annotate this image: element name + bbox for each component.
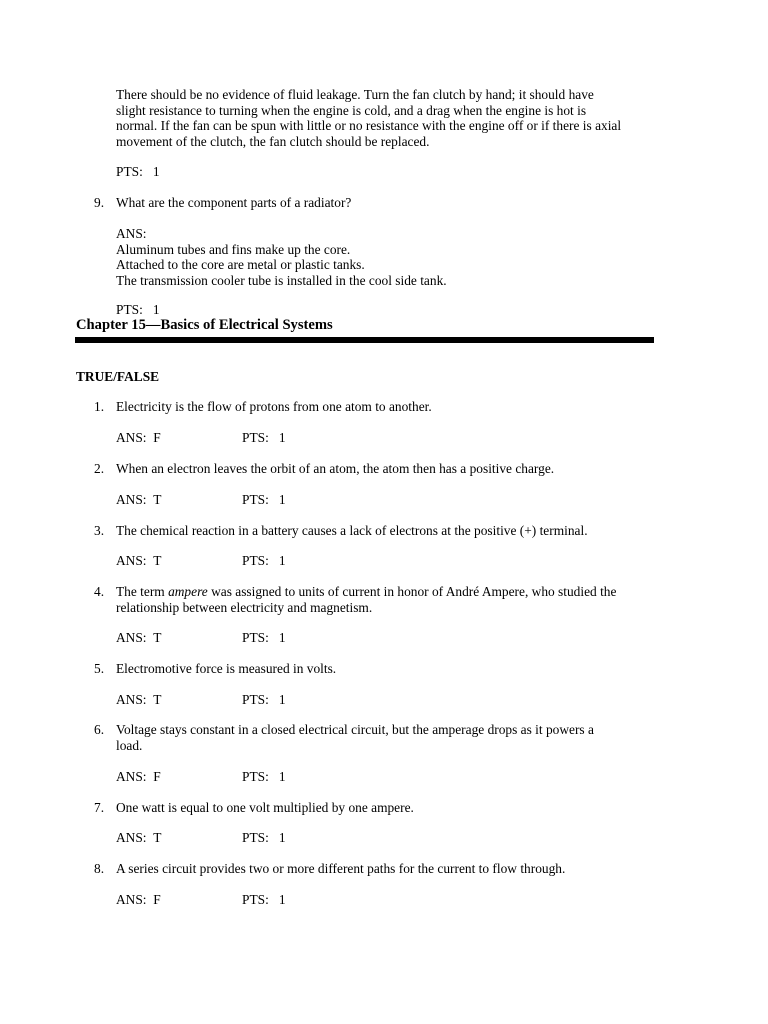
answer-value: ANS: T bbox=[116, 692, 162, 707]
answer-value: ANS: F bbox=[116, 430, 161, 445]
question-number: 8. bbox=[94, 861, 105, 876]
answer-row bbox=[116, 492, 286, 508]
chapter-divider bbox=[75, 337, 654, 343]
points-line: PTS: 1 bbox=[116, 164, 160, 179]
question-line bbox=[116, 584, 676, 600]
paragraph-line: There should be no evidence of fluid leakage. Turn the fan clutch by hand; it should have bbox=[116, 87, 594, 102]
points-value: PTS: 1 bbox=[242, 430, 286, 445]
question-text: One watt is equal to one volt multiplied by one ampere. bbox=[116, 800, 414, 815]
answer-row bbox=[116, 630, 286, 646]
answer-value: ANS: T bbox=[116, 830, 162, 845]
answer-row bbox=[116, 553, 286, 569]
points-value: PTS: 1 bbox=[242, 892, 286, 907]
chapter-title: Chapter 15—Basics of Electrical Systems bbox=[76, 317, 333, 333]
points-value: PTS: 1 bbox=[242, 769, 286, 784]
answer-line: Attached to the core are metal or plastic tanks. bbox=[116, 257, 365, 272]
points-value: PTS: 1 bbox=[242, 492, 286, 507]
answer-value: ANS: F bbox=[116, 769, 161, 784]
question-number: 2. bbox=[94, 461, 105, 476]
question-number: 1. bbox=[94, 399, 105, 414]
question-text bbox=[116, 584, 676, 615]
answer-label: ANS: bbox=[116, 226, 147, 241]
question-text: A series circuit provides two or more different paths for the current to flow through. bbox=[116, 861, 566, 876]
answer-value: ANS: T bbox=[116, 492, 162, 507]
question-line: load. bbox=[116, 737, 143, 753]
answer-value: ANS: T bbox=[116, 630, 162, 645]
answer-line: Aluminum tubes and fins make up the core. bbox=[116, 241, 351, 257]
paragraph-line: movement of the clutch, the fan clutch should be replaced. bbox=[116, 133, 430, 149]
previous-answer-paragraph bbox=[116, 87, 676, 149]
question-number: 5. bbox=[94, 661, 105, 676]
question-line-end: was assigned to units of current in honor of André Ampere, who studied the bbox=[207, 584, 617, 599]
paragraph-line: normal. If the fan can be spun with little or no resistance with the engine off or if there is axial bbox=[116, 118, 622, 133]
answer-block bbox=[116, 226, 676, 288]
italic-term: ampere bbox=[168, 584, 208, 599]
answer-row bbox=[116, 430, 286, 446]
points-value: PTS: 1 bbox=[242, 692, 286, 707]
points-line: PTS: 1 bbox=[116, 302, 160, 317]
answer-row bbox=[116, 892, 286, 908]
points-value: PTS: 1 bbox=[242, 630, 286, 645]
question-text: Electricity is the flow of protons from one atom to another. bbox=[116, 399, 432, 414]
answer-value: ANS: T bbox=[116, 553, 162, 568]
points-value: PTS: 1 bbox=[242, 830, 286, 845]
question-text: Electromotive force is measured in volts. bbox=[116, 661, 337, 676]
question-text: When an electron leaves the orbit of an atom, the atom then has a positive charge. bbox=[116, 461, 555, 476]
paragraph-line: slight resistance to turning when the engine is cold, and a drag when the engine is hot is bbox=[116, 102, 587, 118]
question-text: The chemical reaction in a battery causes a lack of electrons at the positive (+) terminal. bbox=[116, 523, 588, 538]
question-line: Voltage stays constant in a closed electrical circuit, but the amperage drops as it powers a bbox=[116, 722, 594, 737]
question-number: 4. bbox=[94, 584, 105, 599]
points-value: PTS: 1 bbox=[242, 553, 286, 568]
answer-line: The transmission cooler tube is installed in the cool side tank. bbox=[116, 272, 447, 288]
question-text bbox=[116, 722, 676, 753]
question-line: relationship between electricity and magnetism. bbox=[116, 599, 373, 615]
question-number: 6. bbox=[94, 722, 105, 737]
answer-row bbox=[116, 830, 286, 846]
section-heading: TRUE/FALSE bbox=[76, 369, 160, 384]
answer-value: ANS: F bbox=[116, 892, 161, 907]
question-text: What are the component parts of a radiator? bbox=[116, 195, 352, 210]
question-number: 3. bbox=[94, 523, 105, 538]
answer-row bbox=[116, 769, 286, 785]
question-line-start: The term bbox=[116, 584, 169, 599]
question-number: 9. bbox=[94, 195, 105, 210]
question-number: 7. bbox=[94, 800, 105, 815]
answer-row bbox=[116, 692, 286, 708]
